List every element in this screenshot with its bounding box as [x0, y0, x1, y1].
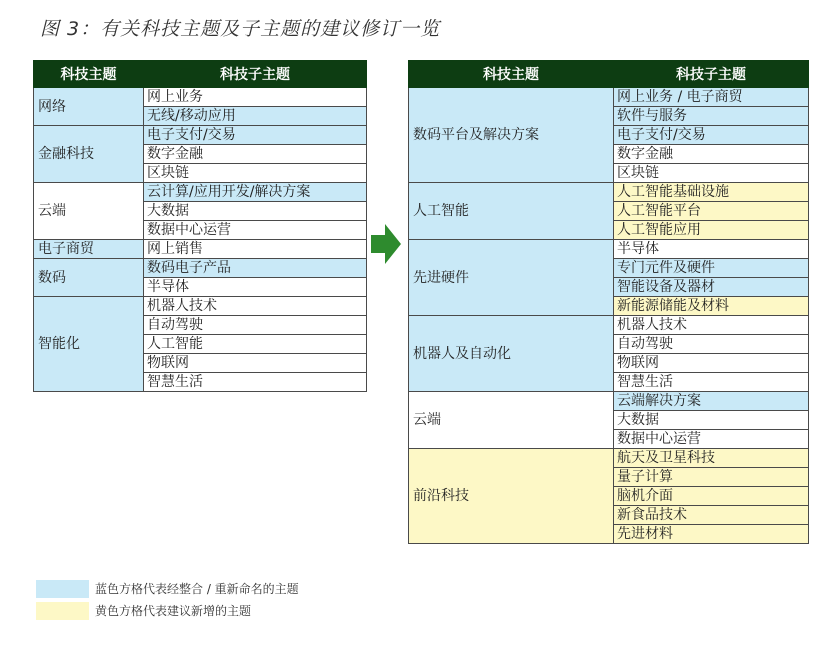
- header-sub-topic: 科技子主题: [614, 61, 809, 88]
- table-header-row: [409, 61, 809, 88]
- sub-topic-cell: 电子支付/交易: [144, 126, 367, 145]
- table-row: [409, 240, 809, 259]
- sub-topic-cell: 半导体: [614, 240, 809, 259]
- header-sub-topic: 科技子主题: [144, 61, 367, 88]
- main-topic-cell: 电子商贸: [34, 240, 144, 259]
- sub-topic-cell: 半导体: [144, 278, 367, 297]
- sub-topic-cell: 航天及卫星科技: [614, 449, 809, 468]
- sub-topic-cell: 自动驾驶: [614, 335, 809, 354]
- figure-title: 图 3：有关科技主题及子主题的建议修订一览: [40, 18, 441, 40]
- sub-topic-cell: 无线/移动应用: [144, 107, 367, 126]
- sub-topic-cell: 先进材料: [614, 525, 809, 544]
- arrow-right-icon: [371, 224, 401, 264]
- table-row: [34, 126, 367, 145]
- sub-topic-cell: 网上业务 / 电子商贸: [614, 88, 809, 107]
- header-main-topic: 科技主题: [34, 61, 144, 88]
- sub-topic-cell: 智慧生活: [614, 373, 809, 392]
- table-row: [34, 259, 367, 278]
- legend-text-blue: 蓝色方格代表经整合 / 重新命名的主题: [95, 582, 299, 596]
- sub-topic-cell: 智慧生活: [144, 373, 367, 392]
- sub-topic-cell: 大数据: [144, 202, 367, 221]
- main-topic-cell: 先进硬件: [409, 240, 614, 316]
- sub-topic-cell: 数字金融: [144, 145, 367, 164]
- table-row: [34, 88, 367, 107]
- main-topic-cell: 前沿科技: [409, 449, 614, 544]
- table-header-row: [34, 61, 367, 88]
- legend-swatch-yellow: [36, 602, 89, 620]
- revised-topics-table: [408, 60, 809, 544]
- table-row: [34, 297, 367, 316]
- sub-topic-cell: 云端解决方案: [614, 392, 809, 411]
- table-row: [409, 392, 809, 411]
- sub-topic-cell: 新能源储能及材料: [614, 297, 809, 316]
- sub-topic-cell: 机器人技术: [614, 316, 809, 335]
- sub-topic-cell: 数字金融: [614, 145, 809, 164]
- sub-topic-cell: 机器人技术: [144, 297, 367, 316]
- sub-topic-cell: 物联网: [614, 354, 809, 373]
- header-main-topic: 科技主题: [409, 61, 614, 88]
- main-topic-cell: 云端: [409, 392, 614, 449]
- sub-topic-cell: 数码电子产品: [144, 259, 367, 278]
- main-topic-cell: 人工智能: [409, 183, 614, 240]
- sub-topic-cell: 网上业务: [144, 88, 367, 107]
- main-topic-cell: 数码平台及解决方案: [409, 88, 614, 183]
- main-topic-cell: 智能化: [34, 297, 144, 392]
- sub-topic-cell: 自动驾驶: [144, 316, 367, 335]
- table-row: [409, 88, 809, 107]
- sub-topic-cell: 电子支付/交易: [614, 126, 809, 145]
- sub-topic-cell: 人工智能应用: [614, 221, 809, 240]
- main-topic-cell: 数码: [34, 259, 144, 297]
- main-topic-cell: 机器人及自动化: [409, 316, 614, 392]
- sub-topic-cell: 网上销售: [144, 240, 367, 259]
- main-topic-cell: 网络: [34, 88, 144, 126]
- table-row: [409, 183, 809, 202]
- sub-topic-cell: 专门元件及硬件: [614, 259, 809, 278]
- sub-topic-cell: 区块链: [144, 164, 367, 183]
- sub-topic-cell: 人工智能基础设施: [614, 183, 809, 202]
- table-row: [409, 449, 809, 468]
- sub-topic-cell: 云计算/应用开发/解决方案: [144, 183, 367, 202]
- sub-topic-cell: 人工智能平台: [614, 202, 809, 221]
- current-topics-table: [33, 60, 367, 392]
- legend-swatch-blue: [36, 580, 89, 598]
- sub-topic-cell: 新食品技术: [614, 506, 809, 525]
- sub-topic-cell: 量子计算: [614, 468, 809, 487]
- main-topic-cell: 云端: [34, 183, 144, 240]
- table-row: [34, 183, 367, 202]
- sub-topic-cell: 大数据: [614, 411, 809, 430]
- main-topic-cell: 金融科技: [34, 126, 144, 183]
- sub-topic-cell: 数据中心运营: [614, 430, 809, 449]
- table-row: [34, 240, 367, 259]
- sub-topic-cell: 人工智能: [144, 335, 367, 354]
- sub-topic-cell: 数据中心运营: [144, 221, 367, 240]
- sub-topic-cell: 物联网: [144, 354, 367, 373]
- table-row: [409, 316, 809, 335]
- sub-topic-cell: 区块链: [614, 164, 809, 183]
- sub-topic-cell: 智能设备及器材: [614, 278, 809, 297]
- sub-topic-cell: 脑机介面: [614, 487, 809, 506]
- sub-topic-cell: 软件与服务: [614, 107, 809, 126]
- legend-text-yellow: 黄色方格代表建议新增的主题: [95, 604, 252, 618]
